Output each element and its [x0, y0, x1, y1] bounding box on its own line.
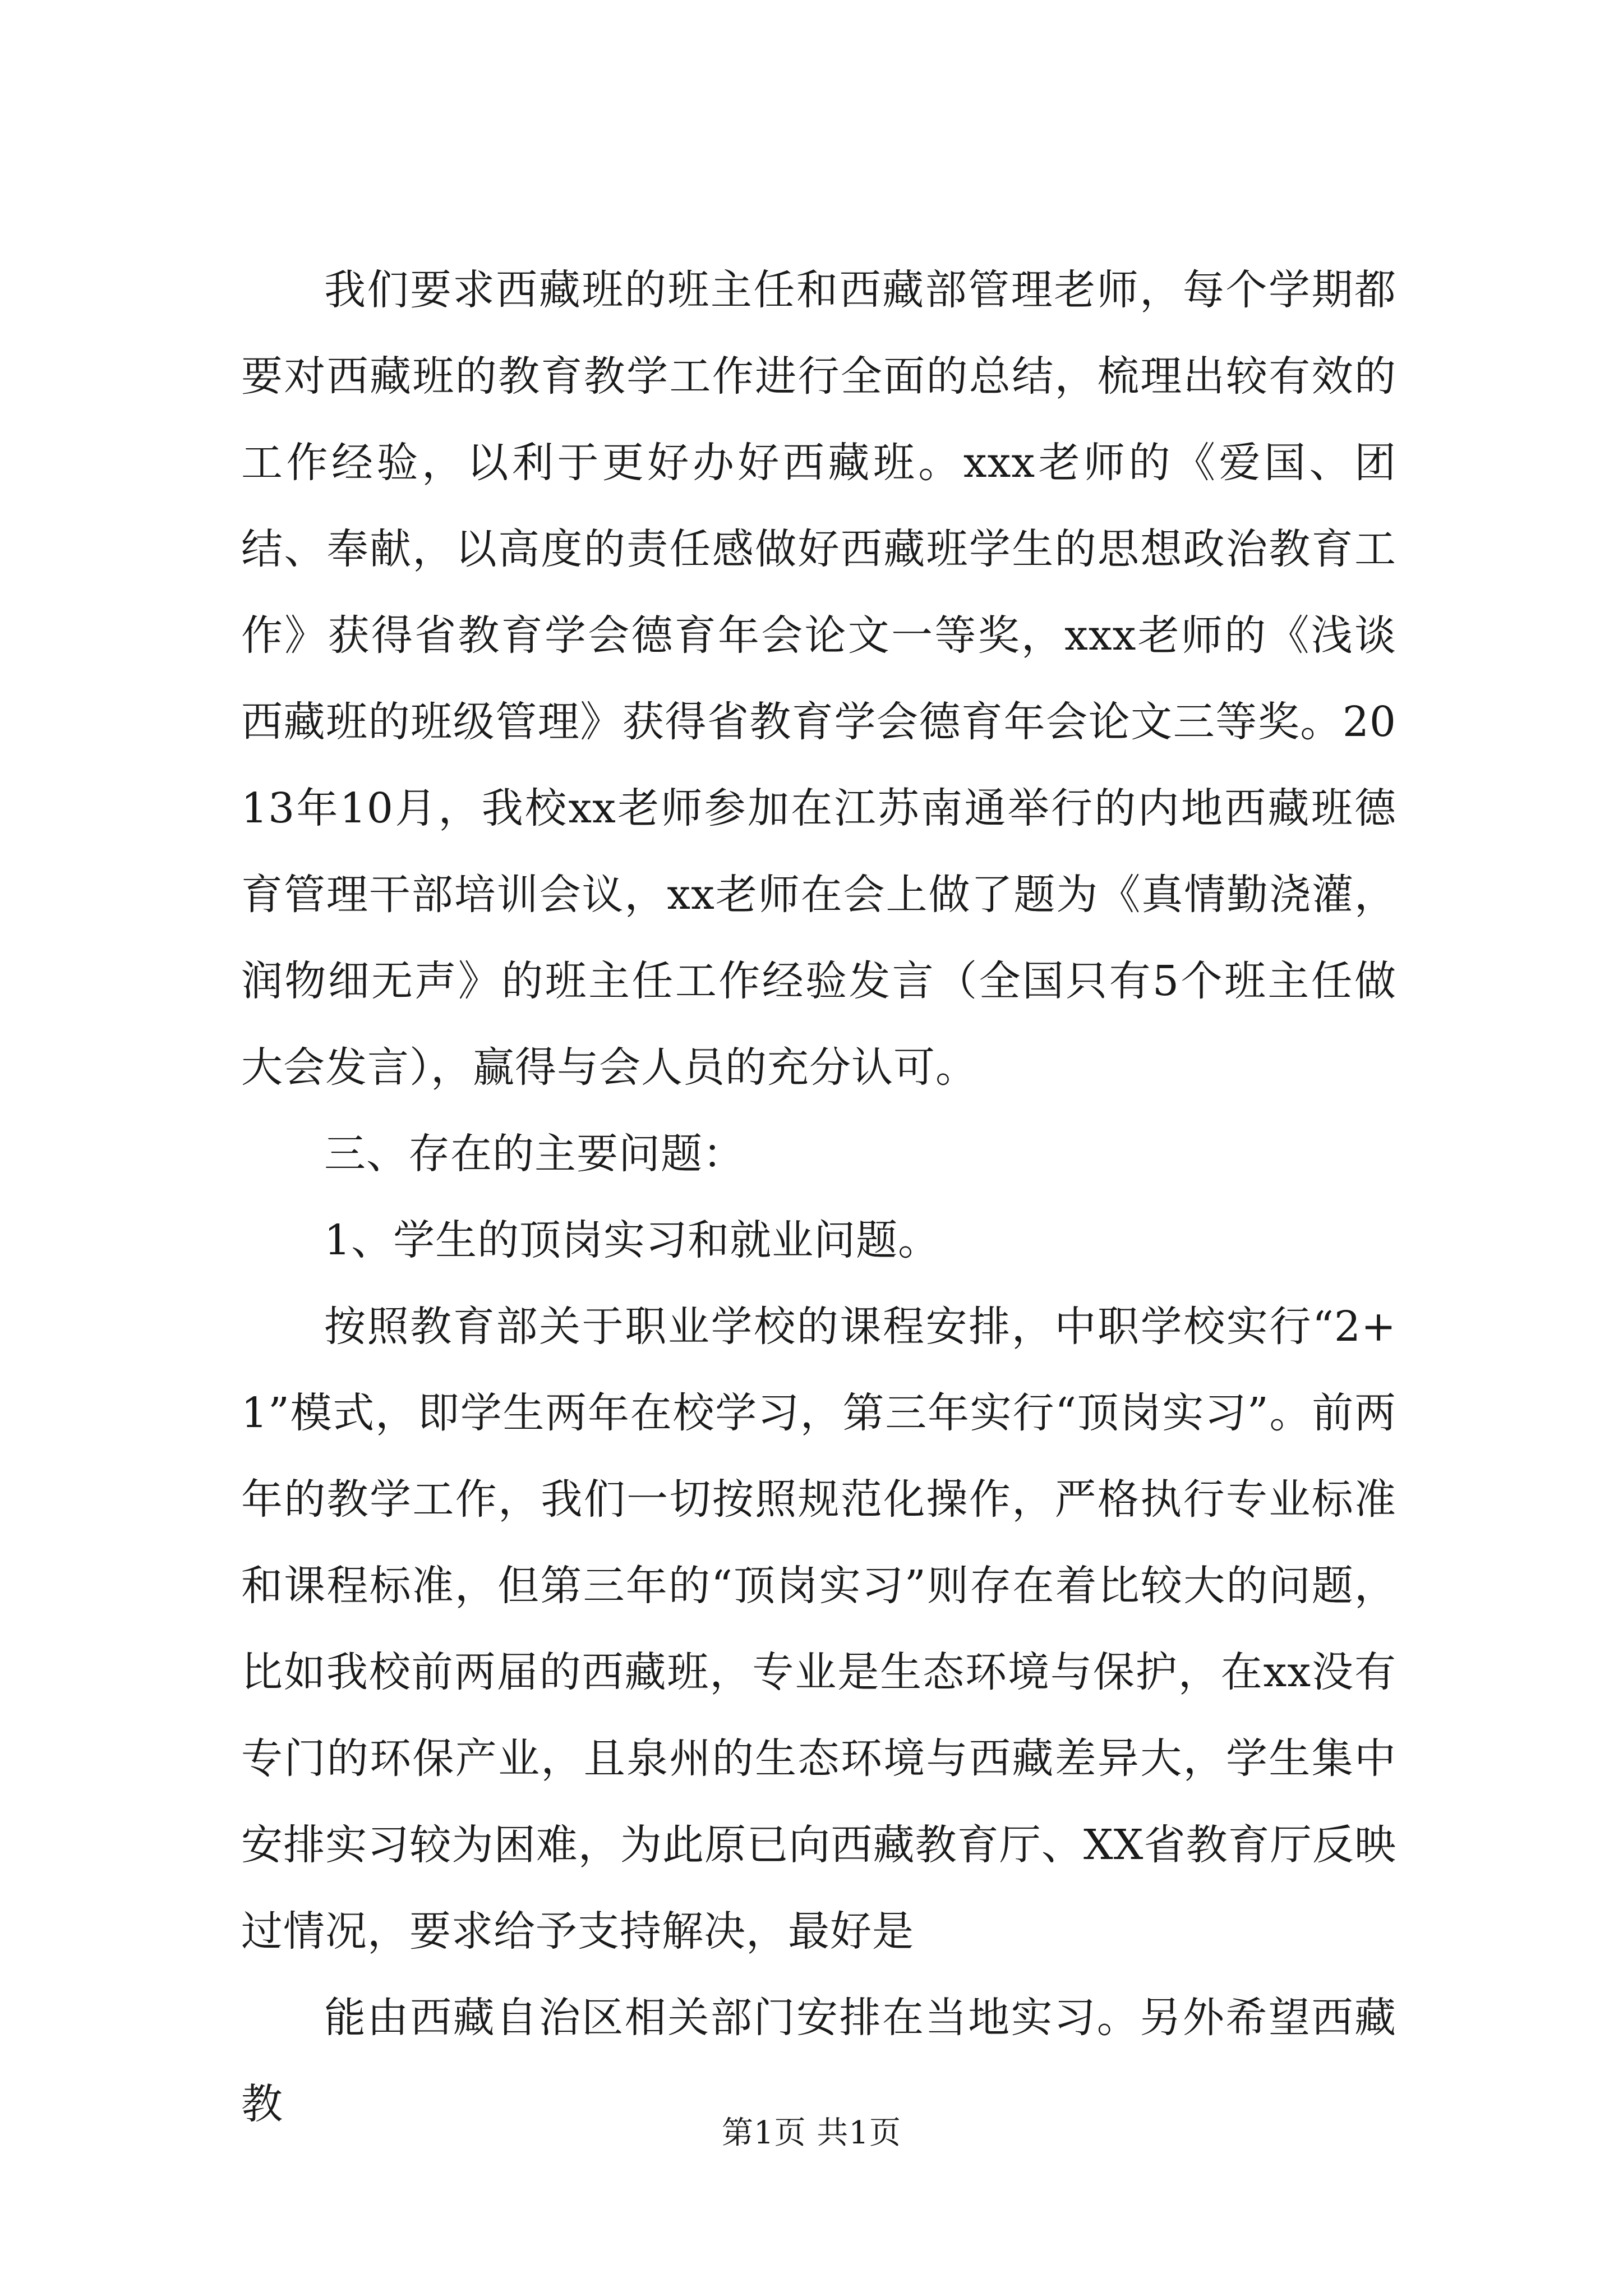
page-footer: 第1页 共1页	[721, 2115, 902, 2151]
paragraph-internship-issue: 按照教育部关于职业学校的课程安排，中职学校实行“2+1”模式，即学生两年在校学习，第三年实行“顶岗实习”。前两年的教学工作，我们一切按照规范化操作，严格执行专业标准和课程标准，但第三年的“顶岗实习”则存在着比较大的问题，比如我校前两届的西藏班，专业是生态环境与保护，在xx没有专门的环保产业，且泉州的生态环境与西藏差异大，学生集中安排实习较为困难，为此原已向西藏教育厅、XX省教育厅反映过情况，要求给予支持解决，最好是	[241, 1303, 1396, 1955]
paragraph-summary-work: 我们要求西藏班的班主任和西藏部管理老师，每个学期都要对西藏班的教育教学工作进行全面的总结，梳理出较有效的工作经验，以利于更好办好西藏班。xxx老师的《爱国、团结、奉献，以高度的责任感做好西藏班学生的思想政治教育工作》获得省教育学会德育年会论文一等奖，xxx老师的《浅谈西藏班的班级管理》获得省教育学会德育年会论文三等奖。2013年10月，我校xx老师参加在江苏南通举行的内地西藏班德育管理干部培训会议，xx老师在会上做了题为《真情勤浇灌，润物细无声》的班主任工作经验发言（全国只有5个班主任做大会发言），赢得与会人员的充分认可。	[241, 266, 1396, 1092]
section-heading-main-problems: 三、存在的主要问题：	[324, 1130, 745, 1178]
subheading-internship-employment: 1、学生的顶岗实习和就业问题。	[324, 1216, 940, 1264]
paragraph-local-internship: 能由西藏自治区相关部门安排在当地实习。另外希望西藏教	[241, 1994, 1396, 2128]
document-body	[241, 247, 1396, 2147]
